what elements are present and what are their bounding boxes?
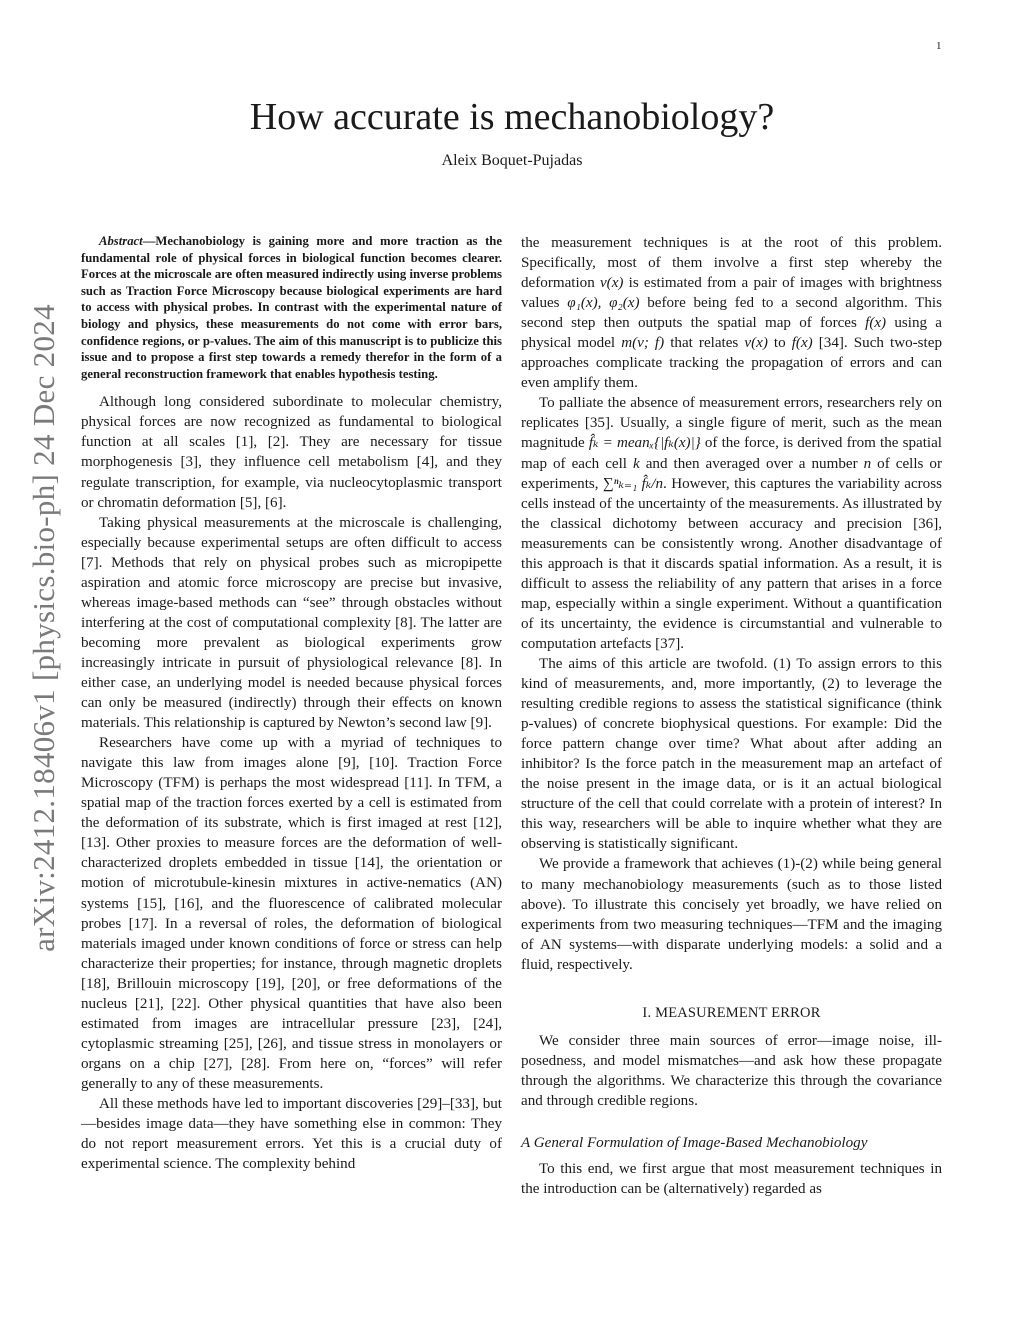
right-column [521, 233, 942, 1199]
page-number: 1 [936, 40, 942, 52]
intro-paragraph-8: We provide a framework that achieves (1)-(2) while being general to many mechanobiology measurements (such as to those listed above). To illustrate this concisely yet broadly, we have relied on experiments from two measuring techniques—TFM and the imaging of AN systems—with disparate underlying models: a solid and a fluid, respectively. [521, 856, 942, 973]
abstract-text: —Mechanobiology is gaining more and more traction as the fundamental role of physical forces in biological function becomes clearer. Forces at the microscale are often measured indirectly using inverse problems such as Traction Force Microscopy because biological experiments are hard to access with physical probes. In contrast with the experimental nature of biology and physics, these measurements do not come with error bars, confidence regions, or p-values. The aim of this manuscript is to publicize this issue and to propose a first step towards a remedy therefor in the form of a general reconstruction framework that enables hypothesis testing. [81, 234, 502, 381]
math-expression: n [863, 455, 872, 472]
intro-paragraph-7: The aims of this article are twofold. (1) To assign errors to this kind of measurements, and, more importantly, (2) to leverage the resulting credible regions to assess the statistical significance (think p-values) of concrete biophysical questions. For example: Did the force pattern change over time? What about after adding an inhibitor? Is the force patch in the measurement map an artefact of the noise present in the image data, or is it an actual biological structure of the cell that could correlate with a protein of interest? In this way, researchers will be able to inquire whether what they are observing is statistically significant. [521, 655, 942, 853]
intro-paragraph-5: the measurement techniques is at the root of this problem. Specifically, most of them involve a first step whereby the deformation v(x) is estimated from a pair of images with brightness values φ₁(x), φ₂(x) before being fed to a second algorithm. This second step then outputs the spatial map of forces f(x) using a physical model m(v; f) that relates v(x) to f(x) [34]. Such two-step approaches complicate tracking the propagation of errors and can even amplify them. [521, 235, 943, 392]
math-expression: k [633, 455, 640, 472]
intro-paragraph-1: Although long considered subordinate to molecular chemistry, physical forces are now recognized as fundamental to biological function at all scales [1], [2]. They are necessary for tissue morphogenesis [3], they influence cell metabolism [4], and they regulate transcription, for example, via nucleocytoplasmic transport or chromatin deformation [5], [6]. [81, 394, 502, 511]
math-expression: m(v; f) [621, 335, 665, 352]
abstract-label: Abstract [99, 234, 143, 248]
left-column [81, 233, 502, 1174]
intro-paragraph-3: Researchers have come up with a myriad of techniques to navigate this law from images alone [9], [10]. Traction Force Microscopy (TFM) is perhaps the most widespread [11]. In TFM, a spatial map of the traction forces exerted by a cell is estimated from the deformation of its substrate, which is first imaged at rest [12], [13]. Other proxies to measure forces are the deformation of well-characterized droplets embedded in tissue [14], the orientation or motion of microtubule-kinesin mixtures in active-nematics (AN) systems [15], [16], and the fluorescence of calibrated molecular probes [17]. In a reversal of roles, the deformation of biological materials imaged under known conditions of force or stress can help characterize their properties; for instance, through magnetic droplets [18], Brillouin microscopy [19], [20], or free deformations of the nucleus [21], [22]. Other physical quantities that have also been estimated from images are intracellular pressure [23], [24], cytoplasmic streaming [25], [26], and tissue stress in monolayers or organs on a chip [27], [28]. From here on, “forces” will refer generally to any of these measurements. [81, 735, 502, 1092]
abstract [81, 233, 502, 382]
math-expression: v(x) [744, 335, 768, 352]
intro-paragraph-4: All these methods have led to important discoveries [29]–[33], but—besides image data—they have something else in common: They do not report measurement errors. Yet this is a crucial duty of experimental science. The complexity behind [81, 1095, 502, 1173]
paper-author: Aleix Boquet-Pujadas [441, 152, 583, 169]
section-paragraph-2: To this end, we first argue that most measurement techniques in the introduction can be (alternatively) regarded as [521, 1161, 942, 1198]
section-title: I. MEASUREMENT ERROR [642, 1004, 821, 1021]
math-expression: φ₁(x), φ₂(x) [567, 295, 640, 312]
subsection-title: A General Formulation of Image-Based Mechanobiology [521, 1134, 868, 1151]
paper-title: How accurate is mechanobiology? [249, 96, 775, 138]
math-expression: ∑ⁿₖ₌₁ f̂ₖ/n [602, 475, 664, 492]
intro-paragraph-2: Taking physical measurements at the microscale is challenging, especially because experimental setups are often difficult to access [7]. Methods that rely on physical probes such as micropipette aspiration and atomic force microscopy are precise but invasive, whereas image-based methods can “see” through obstacles without interfering at the cost of computational complexity [8]. The latter are becoming more prevalent as biological experiments grow increasingly intricate in pursuit of physiological relevance [8]. In either case, an underlying model is needed because physical forces can only be measured (indirectly) through their effects on known materials. This relationship is captured by Newton’s second law [9]. [81, 514, 502, 732]
intro-paragraph-6: To palliate the absence of measurement errors, researchers rely on replicates [35]. Usually, a single figure of merit, such as the mean magnitude f̂ₖ = meanₓ{|fₖ(x)|} of the force, is derived from the spatial map of each cell k and then averaged over a number n of cells or experiments, ∑ⁿₖ₌₁ f̂ₖ/n. However, this captures the variability across cells instead of the uncertainty of the measurements. As illustrated by the classical dichotomy between accuracy and precision [36], measurements can be consistently wrong. Another disadvantage of this approach is that it discards spatial information. As a result, it is difficult to assess the reliability of any pattern that arises in a force map, especially within a single experiment. Without a quantification of its uncertainty, the evidence is circumstantial and vulnerable to computation artefacts [37]. [521, 395, 942, 652]
math-expression: f̂ₖ = meanₓ{|fₖ(x)|} [588, 435, 701, 452]
math-expression: f(x) [791, 335, 813, 352]
arxiv-identifier: arXiv:2412.18406v1 [physics.bio-ph] 24 Dec 2024 [26, 304, 61, 952]
section-paragraph-1: We consider three main sources of error—image noise, ill-posedness, and model mismatches—and ask how these propagate through the algorithms. We characterize this through the covariance and through credible regions. [521, 1032, 942, 1109]
math-expression: v(x) [599, 275, 624, 292]
math-expression: f(x) [865, 315, 887, 332]
